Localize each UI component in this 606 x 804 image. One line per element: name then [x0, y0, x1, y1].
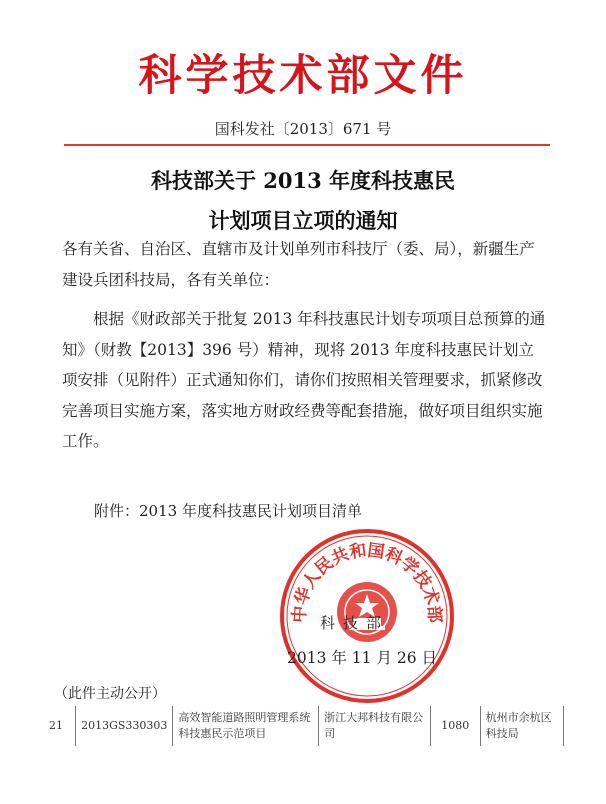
addressee-paragraph: 各有关省、自治区、直辖市及计划单列市科技厅（委、局），新疆生产建设兵团科技局，各有关单位： [62, 240, 535, 289]
attachment-line: 附件：2013 年度科技惠民计划项目清单 [94, 502, 362, 520]
notice-title-line-1: 科技部关于 2013 年度科技惠民 [150, 168, 456, 193]
seal-ring-text: 中华人民共和国科学技术部 [289, 540, 445, 624]
red-divider-line [64, 144, 550, 146]
document-number: 国科发社〔2013〕671 号 [214, 120, 392, 138]
issue-date: 2013 年 11 月 26 日 [287, 649, 438, 667]
project-name: 高效智能道路照明管理系统科技惠民示范项目 [173, 706, 319, 746]
disclosure-note: （此件主动公开） [54, 686, 166, 702]
undertaking-company: 浙江大邦科技有限公司 [319, 706, 431, 746]
project-table [44, 706, 564, 746]
row-index: 21 [44, 706, 76, 746]
notice-title-line-2: 计划项目立项的通知 [208, 208, 398, 233]
funding-amount: 1080 [430, 706, 480, 746]
masthead: 科学技术部文件 [138, 51, 468, 101]
table-row [44, 706, 564, 746]
supervising-bureau: 杭州市余杭区科技局 [480, 706, 563, 746]
project-code: 2013GS330303 [76, 706, 173, 746]
body-paragraph: 根据《财政部关于批复 2013 年科技惠民计划专项项目总预算的通知》（财教【2013】396 号）精神，现将 2013 年度科技惠民计划立项安排（见附件）正式通知你们，请你们按照相关管理要求，抓紧修改完善项目实施方案，落实地方财政经费等配套措施，做好项目组织实施工作。 [62, 310, 546, 450]
seal-issuer-text: 科技部 [320, 614, 390, 632]
